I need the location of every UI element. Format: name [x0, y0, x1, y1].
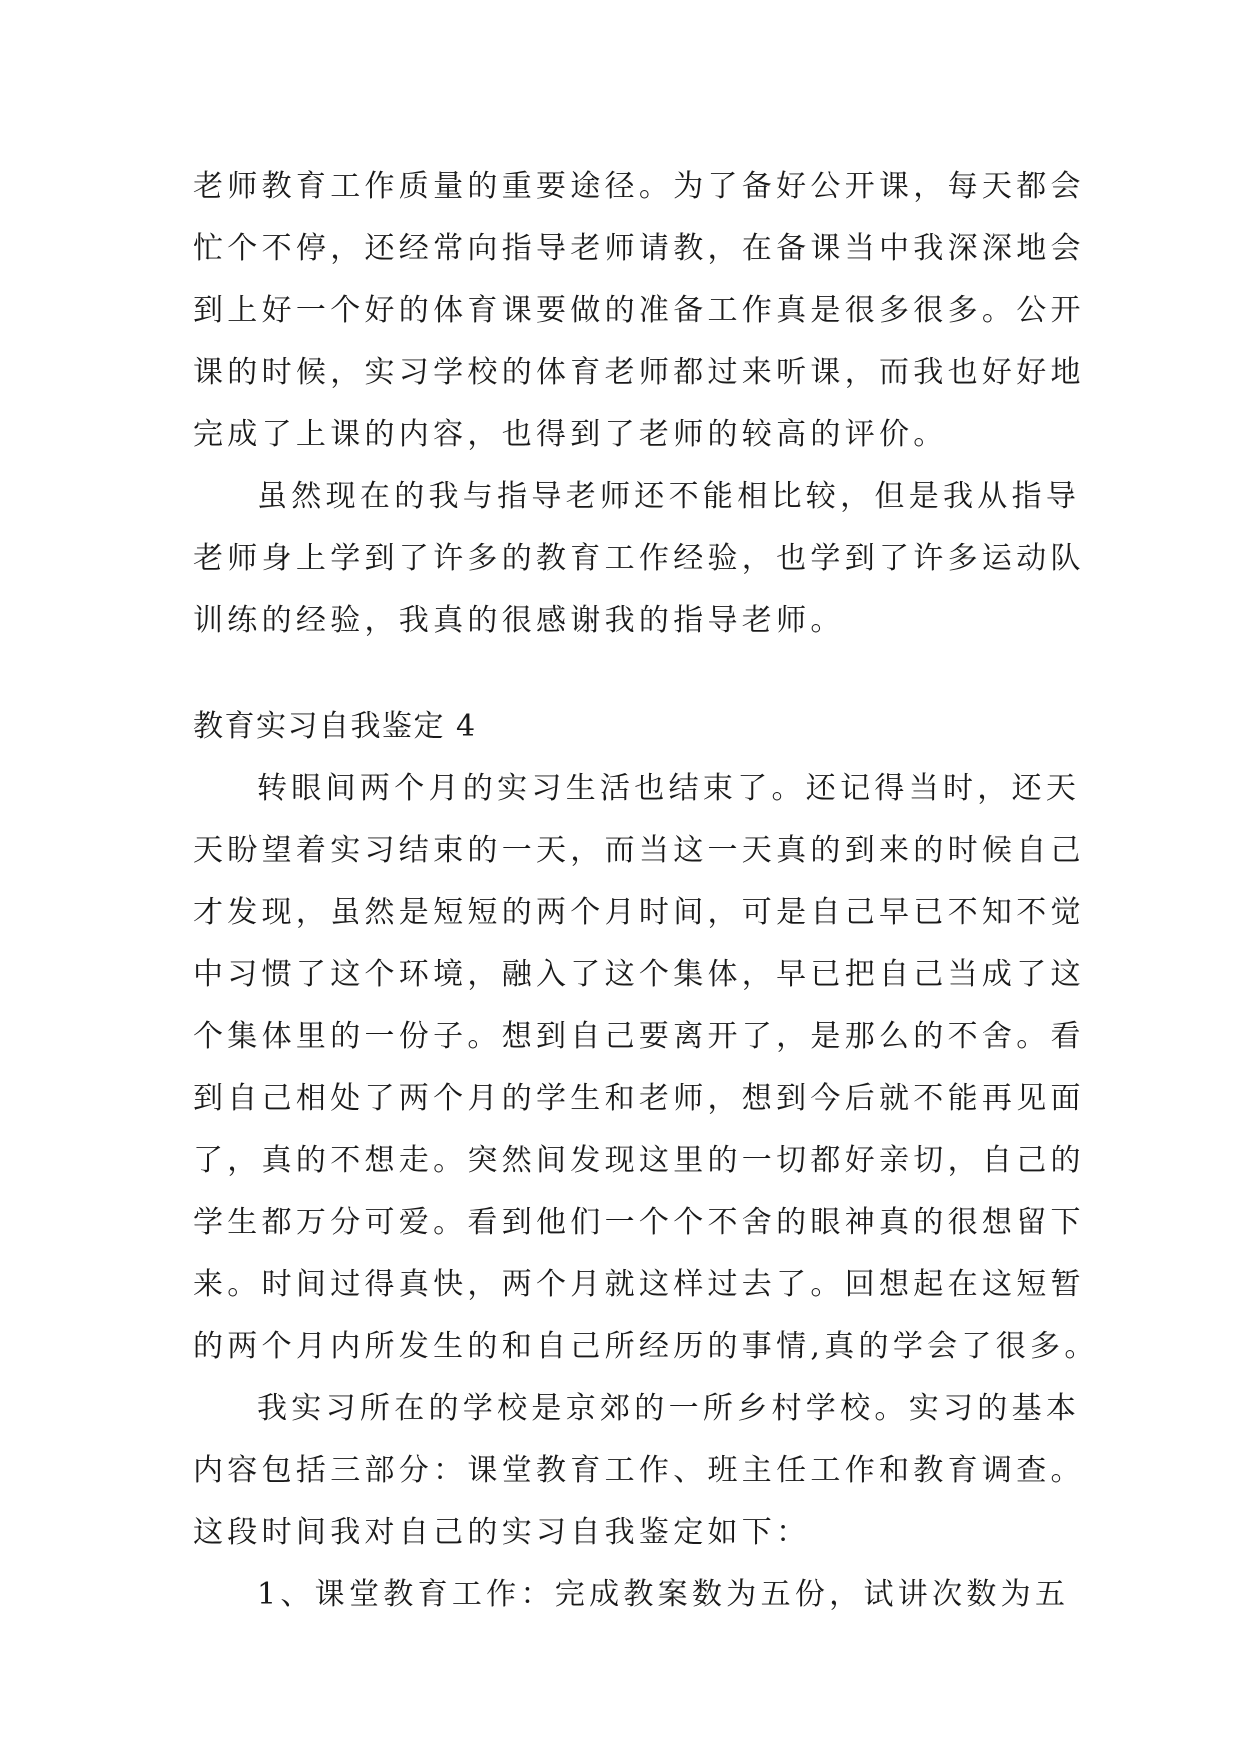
document-body [193, 156, 1099, 1626]
text-line: 来。时间过得真快，两个月就这样过去了。回想起在这短暂 [193, 1267, 1085, 1302]
text-line: 1、课堂教育工作：完成教案数为五份，试讲次数为五 [257, 1577, 1070, 1612]
text-line: 我实习所在的学校是京郊的一所乡村学校。实习的基本 [257, 1391, 1081, 1426]
paragraph [193, 758, 1099, 1378]
text-line: 到上好一个好的体育课要做的准备工作真是很多很多。公开 [193, 293, 1085, 328]
paragraph [193, 1564, 1073, 1626]
paragraph [193, 156, 1085, 466]
text-line: 虽然现在的我与指导老师还不能相比较，但是我从指导 [257, 479, 1081, 514]
text-line: 的两个月内所发生的和自己所经历的事情,真的学会了很多。 [193, 1329, 1099, 1364]
section-gap [193, 652, 1073, 696]
text-line: 转眼间两个月的实习生活也结束了。还记得当时，还天 [257, 771, 1081, 806]
text-line: 到自己相处了两个月的学生和老师，想到今后就不能再见面 [193, 1081, 1085, 1116]
text-line: 学生都万分可爱。看到他们一个个不舍的眼神真的很想留下 [193, 1205, 1085, 1240]
text-line: 才发现，虽然是短短的两个月时间，可是自己早已不知不觉 [193, 895, 1085, 930]
text-line: 内容包括三部分：课堂教育工作、班主任工作和教育调查。 [193, 1453, 1085, 1488]
text-line: 个集体里的一份子。想到自己要离开了，是那么的不舍。看 [193, 1019, 1085, 1054]
text-line: 这段时间我对自己的实习自我鉴定如下： [193, 1515, 811, 1550]
text-line: 了，真的不想走。突然间发现这里的一切都好亲切，自己的 [193, 1143, 1085, 1178]
paragraph [193, 466, 1085, 652]
text-line: 课的时候，实习学校的体育老师都过来听课，而我也好好地 [193, 355, 1085, 390]
text-line: 完成了上课的内容，也得到了老师的较高的评价。 [193, 417, 948, 452]
text-line: 训练的经验，我真的很感谢我的指导老师。 [193, 603, 845, 638]
text-line: 老师身上学到了许多的教育工作经验，也学到了许多运动队 [193, 541, 1085, 576]
paragraph [193, 1378, 1085, 1564]
text-line: 忙个不停，还经常向指导老师请教，在备课当中我深深地会 [193, 231, 1085, 266]
text-line: 中习惯了这个环境，融入了这个集体，早已把自己当成了这 [193, 957, 1085, 992]
text-line: 天盼望着实习结束的一天，而当这一天真的到来的时候自己 [193, 833, 1085, 868]
text-line: 老师教育工作质量的重要途径。为了备好公开课，每天都会 [193, 169, 1085, 204]
section-heading: 教育实习自我鉴定 4 [193, 709, 477, 744]
